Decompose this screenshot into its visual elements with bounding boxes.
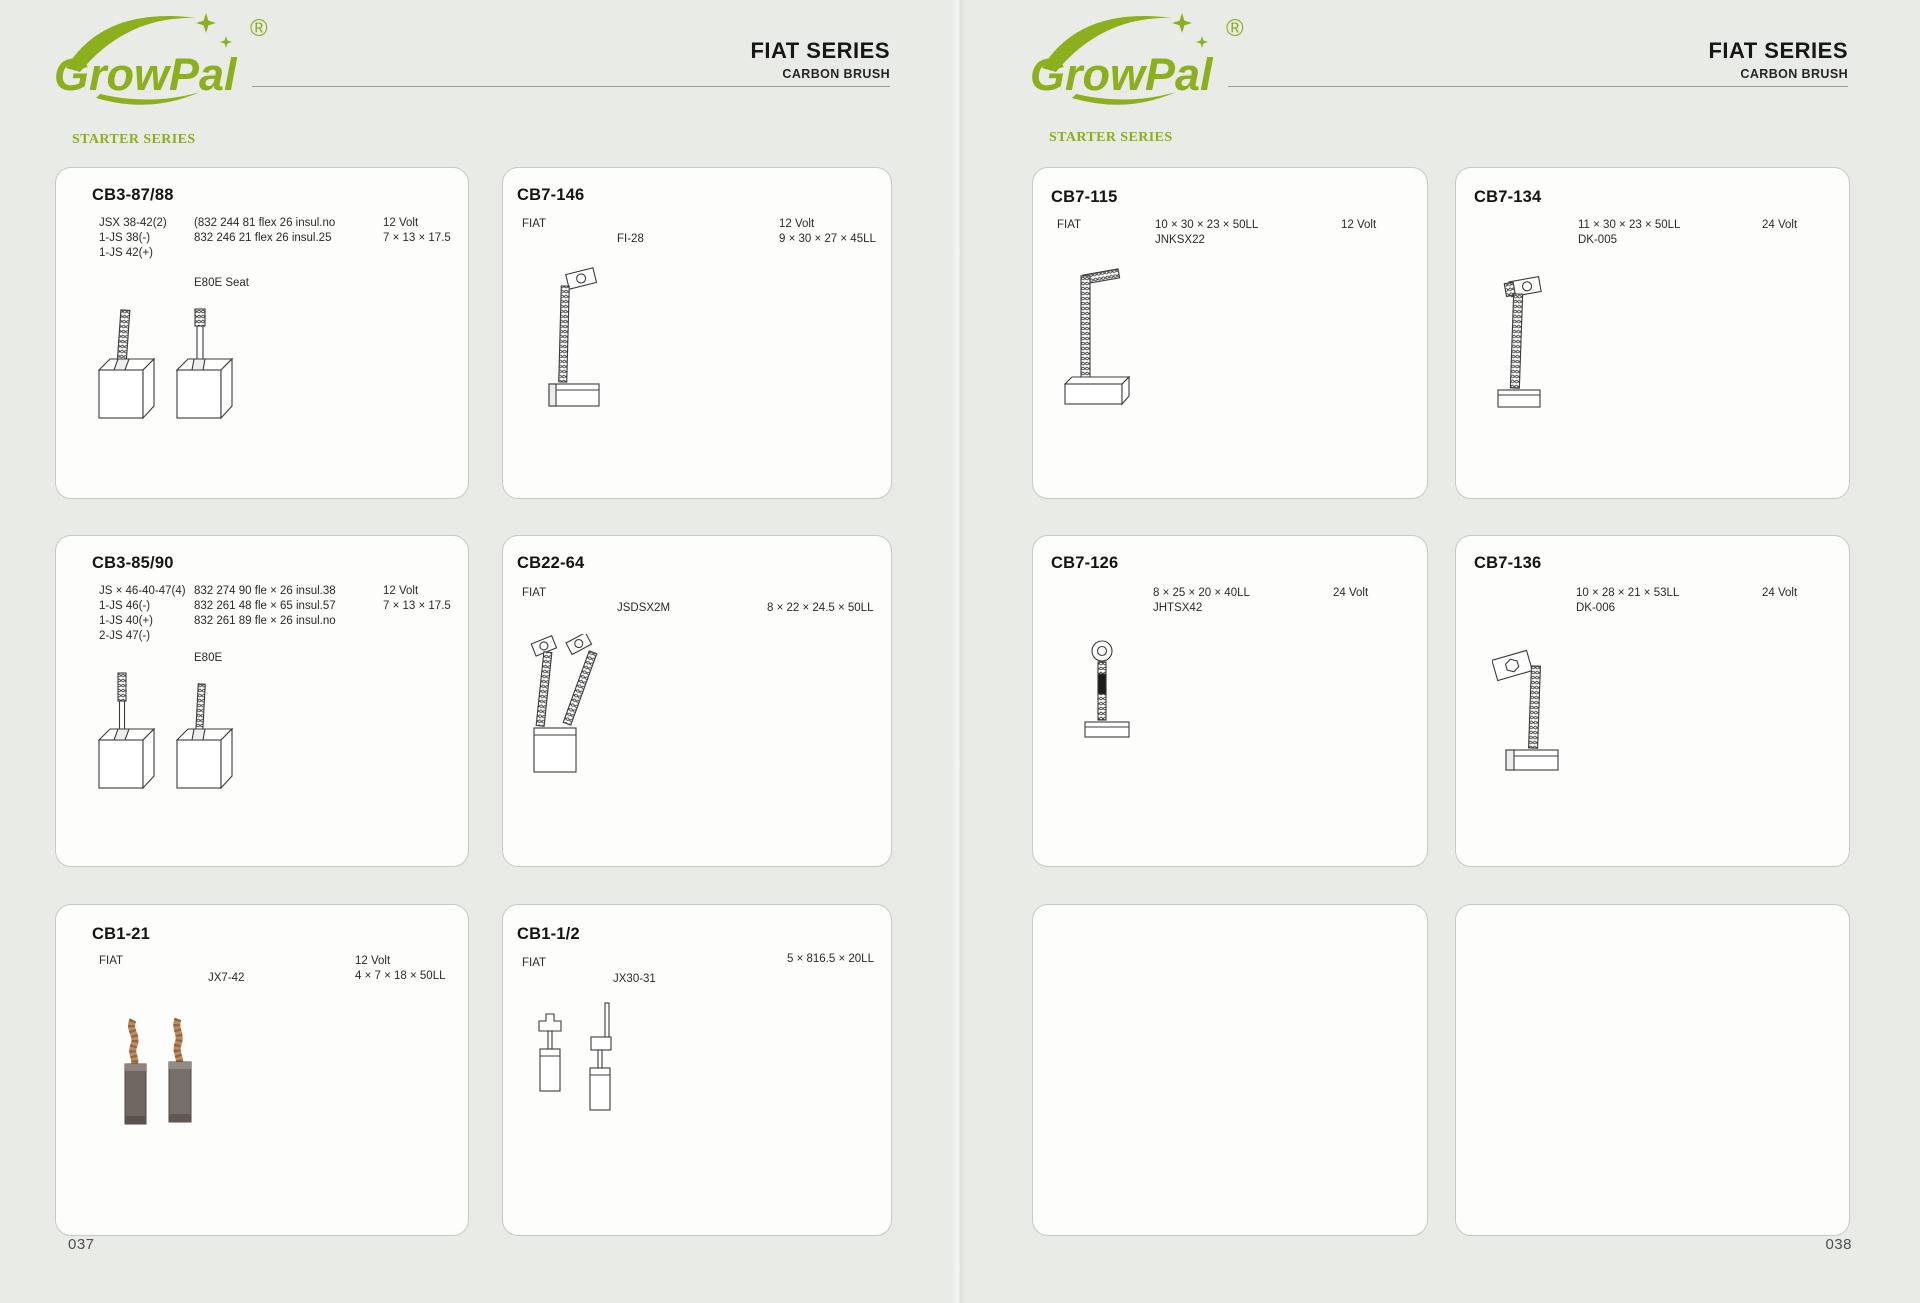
section-label: STARTER SERIES [1049,130,1173,145]
spec-right-column: 12 Volt [1341,219,1377,231]
spec-line: (832 244 81 flex 26 insul.no [194,217,336,229]
spec-mid-column [1576,586,1679,616]
sparkle-icon [1172,13,1192,33]
diagram-eyelet-lead-black-sleeve-brush [1077,636,1141,782]
product-card-cb7-134 [1455,167,1850,499]
spec-line: DK-005 [1578,234,1617,246]
spec-mid-column [1578,218,1680,248]
spec-line: 7 × 13 × 17.5 [383,232,451,244]
diagram-v-leads-two-terminals-brush [527,634,607,788]
part-number: CB1-21 [92,925,151,943]
part-number: CB7-126 [1051,554,1119,572]
catalog-page-right [960,0,1920,1303]
spec-mid-column [1155,218,1258,248]
diagram-bent-braided-lead-side-brush [1059,266,1137,436]
spec-right-column [383,584,451,614]
header-rule [252,86,890,87]
part-number: CB3-85/90 [92,554,174,572]
part-number: CB7-115 [1051,188,1118,206]
spec-mid-column: FI-28 [617,233,644,245]
spec-left-column: FIAT [522,218,547,230]
spec-mid-column [194,584,336,629]
spec-note: E80E Seat [194,277,249,289]
spec-left-column: FIAT [522,957,547,969]
product-card-cb3-85-90 [55,535,469,867]
product-card-cb1-21 [55,904,469,1236]
product-card-cb7-115 [1032,167,1428,499]
spec-left-column: FIAT [1057,219,1082,231]
product-card-cb22-64 [502,535,892,867]
diagram-ring-terminal-braided-lead-brush [1494,274,1569,432]
spec-line: 9 × 30 × 27 × 45LL [779,233,876,245]
spec-left-column: FIAT [99,955,124,967]
sparkle-icon [220,36,232,48]
spec-right-column: 24 Volt [1762,219,1798,231]
diagram-two-copper-lead-brushes-photo [112,1017,207,1143]
spec-line: 12 Volt [779,218,815,230]
spec-line: 1-JS 38(-) [99,232,151,244]
spec-right-column: 8 × 22 × 24.5 × 50LL [767,602,874,614]
diagram-two-flag-terminal-brushes [517,999,657,1133]
spec-right-column [383,216,451,246]
spec-mid-column: JX30-31 [613,973,656,985]
header-rule [1228,86,1848,87]
spec-left-column: FIAT [522,587,547,599]
spec-right-column: 24 Volt [1762,587,1798,599]
section-label: STARTER SERIES [72,132,196,147]
product-card-cb3-87-88 [55,167,469,499]
sparkle-icon [196,13,216,33]
spec-line: 10 × 28 × 21 × 53LL [1576,587,1680,599]
spec-line: 1-JS 42(+) [99,247,154,259]
registered-mark: ® [1226,15,1244,42]
spec-mid-column [194,216,335,246]
spec-left-column [99,584,186,644]
growpal-logo [46,6,274,108]
diagram-two-brush-blocks-braided-leads [91,668,241,792]
product-card-cb7-136 [1455,535,1850,867]
spec-line: JNKSX22 [1155,234,1205,246]
spec-line: 832 261 89 fle × 26 insul.no [194,615,336,627]
spec-line: 12 Volt [355,955,391,967]
spec-right-column: 5 × 816.5 × 20LL [787,953,874,965]
spec-right-column: 24 Volt [1333,587,1369,599]
spec-right-column [779,217,876,247]
spec-line: JHTSX42 [1153,602,1203,614]
spec-line: JS × 46-40-47(4) [99,585,186,597]
spec-line: 12 Volt [383,585,419,597]
product-card-cb7-126 [1032,535,1428,867]
spec-mid-column: JX7-42 [208,972,245,984]
spec-mid-column [1153,586,1250,616]
page-number: 038 [1825,1236,1852,1253]
spec-line: DK-006 [1576,602,1615,614]
spec-line: 832 274 90 fle × 26 insul.38 [194,585,336,597]
empty-product-card [1032,904,1428,1236]
part-number: CB7-136 [1474,554,1542,572]
series-subtitle: CARBON BRUSH [1740,67,1848,81]
product-card-cb7-146 [502,167,892,499]
spec-line: JSX 38-42(2) [99,217,167,229]
part-number: CB22-64 [517,554,585,572]
spec-right-column [355,954,445,984]
part-number: CB7-134 [1474,188,1542,206]
spec-line: 8 × 25 × 20 × 40LL [1153,587,1250,599]
empty-product-card [1455,904,1850,1236]
spec-left-column [99,216,167,261]
spec-line: 2-JS 47(-) [99,630,151,642]
spec-line: 1-JS 40(+) [99,615,154,627]
series-title: FIAT SERIES [1708,38,1848,63]
series-title: FIAT SERIES [750,38,890,63]
spec-mid-column: JSDSX2M [617,602,671,614]
part-number: CB3-87/88 [92,186,174,204]
part-number: CB1-1/2 [517,925,580,943]
growpal-logo [1022,6,1250,108]
spec-line: 7 × 13 × 17.5 [383,600,451,612]
logo-text: GrowPal [54,49,237,100]
spec-line: 832 246 21 flex 26 insul.25 [194,232,332,244]
diagram-hex-terminal-lead-brush [1492,640,1584,794]
diagram-ring-terminal-lead-side-brush [541,264,613,432]
spec-note: E80E [194,652,223,664]
series-subtitle: CARBON BRUSH [782,67,890,81]
page-number: 037 [68,1236,95,1253]
diagram-two-brush-blocks-braided-leads [91,304,241,422]
spec-line: 1-JS 46(-) [99,600,151,612]
logo-text: GrowPal [1030,49,1213,100]
spec-line: 11 × 30 × 23 × 50LL [1578,219,1681,231]
spec-line: 12 Volt [383,217,419,229]
part-number: CB7-146 [517,186,585,204]
registered-mark: ® [250,15,268,42]
spec-line: 4 × 7 × 18 × 50LL [355,970,446,982]
sparkle-icon [1196,36,1208,48]
spec-line: 832 261 48 fle × 65 insul.57 [194,600,336,612]
product-card-cb1-1-2 [502,904,892,1236]
spec-line: 10 × 30 × 23 × 50LL [1155,219,1259,231]
